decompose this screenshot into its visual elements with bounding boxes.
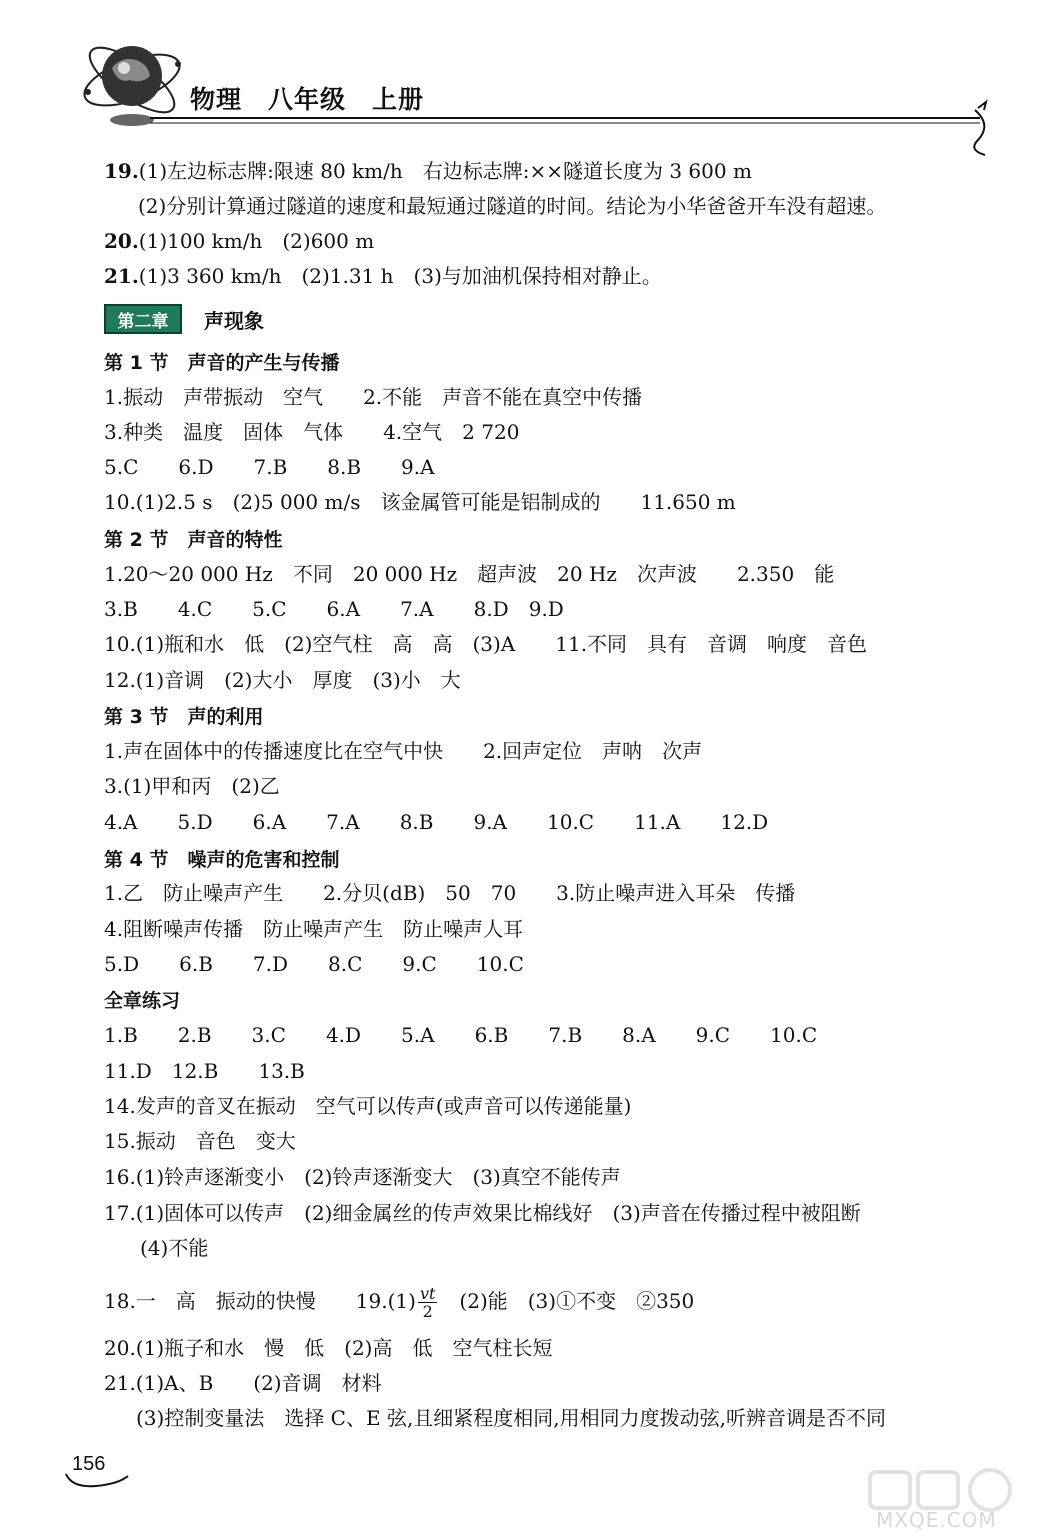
answer-row: 4.A 5.D 6.A 7.A 8.B 9.A 10.C 11.A 12.D xyxy=(104,810,769,834)
section-title: 全章练习 xyxy=(104,990,181,1012)
answer-row: 5.D 6.B 7.D 8.C 9.C 10.C xyxy=(104,952,524,976)
answer-row: 10.(1)瓶和水 低 (2)空气柱 高 高 (3)A 11.不同 具有 音调 响度 音色 xyxy=(104,632,868,656)
answer-row: (4)不能 xyxy=(120,1236,209,1260)
answer-row: 3.B 4.C 5.C 6.A 7.A 8.D 9.D xyxy=(104,597,564,621)
answer-row: 12.(1)音调 (2)大小 厚度 (3)小 大 xyxy=(104,668,461,692)
answer-row: 3.(1)甲和丙 (2)乙 xyxy=(104,774,280,798)
answer-row: 15.振动 音色 变大 xyxy=(104,1129,296,1153)
answer-row: 20.(1)瓶子和水 慢 低 (2)高 低 空气柱长短 xyxy=(104,1336,553,1360)
watermark-text: MXQE.COM xyxy=(876,1508,997,1532)
section-title: 第 3 节 声的利用 xyxy=(104,706,264,728)
answer-row: 1.20～20 000 Hz 不同 20 000 Hz 超声波 20 Hz 次声波 2.350 能 xyxy=(104,562,835,586)
answer-line-20: 20.(1)100 km/h (2)600 m xyxy=(104,229,375,253)
answer-row: 14.发声的音叉在振动 空气可以传声(或声音可以传递能量) xyxy=(104,1094,632,1118)
section-title: 第 4 节 噪声的危害和控制 xyxy=(104,849,340,871)
answer-line-19b: (2)分别计算通过隧道的速度和最短通过隧道的时间。结论为小华爸爸开车没有超速。 xyxy=(138,194,887,218)
answer-row: (3)控制变量法 选择 C、E 弦,且细紧程度相同,用相同力度拨动弦,听辨音调是否不同 xyxy=(116,1406,887,1430)
chapter-title: 声现象 xyxy=(204,308,264,333)
fraction-vt-over-2: $\frac{vt}{2}$ xyxy=(419,1284,436,1321)
header-rule xyxy=(0,0,1045,160)
answer-row: 16.(1)铃声逐渐变小 (2)铃声逐渐变大 (3)真空不能传声 xyxy=(104,1165,621,1189)
chapter-badge: 第二章 xyxy=(104,304,182,334)
page-number: 156 xyxy=(72,1453,106,1475)
section-title: 第 2 节 声音的特性 xyxy=(104,529,283,551)
answer-row: 11.D 12.B 13.B xyxy=(104,1059,305,1083)
answer-row: 21.(1)A、B (2)音调 材料 xyxy=(104,1371,382,1395)
answer-row: 5.C 6.D 7.B 8.B 9.A xyxy=(104,455,435,479)
answer-row: 10.(1)2.5 s (2)5 000 m/s 该金属管可能是铝制成的 11.650 m xyxy=(104,490,736,514)
section-title: 第 1 节 声音的产生与传播 xyxy=(104,352,340,374)
answer-row-18-19: 18.一 高 振动的快慢 19.(1) $\frac{vt}{2}$ (2)能 (3)①不变 ②350 xyxy=(104,1284,695,1321)
answer-row: 3.种类 温度 固体 气体 4.空气 2 720 xyxy=(104,420,520,444)
book-title: 物理 八年级 上册 xyxy=(190,85,425,114)
answer-line-19a: 19.(1)左边标志牌:限速 80 km/h 右边标志牌:××隧道长度为 3 600 m xyxy=(104,159,752,183)
answer-row: 1.B 2.B 3.C 4.D 5.A 6.B 7.B 8.A 9.C 10.C xyxy=(104,1023,818,1047)
page-header xyxy=(0,0,1045,150)
answer-row: 1.振动 声带振动 空气 2.不能 声音不能在真空中传播 xyxy=(104,385,643,409)
chapter-heading xyxy=(104,304,264,334)
answer-row: 17.(1)固体可以传声 (2)细金属丝的传声效果比棉线好 (3)声音在传播过程中被阻断 xyxy=(104,1201,861,1225)
answer-row: 1.乙 防止噪声产生 2.分贝(dB) 50 70 3.防止噪声进入耳朵 传播 xyxy=(104,881,796,905)
answer-row: 4.阻断噪声传播 防止噪声产生 防止噪声人耳 xyxy=(104,917,524,941)
answer-line-21: 21.(1)3 360 km/h (2)1.31 h (3)与加油机保持相对静止。 xyxy=(104,264,662,288)
answer-row: 1.声在固体中的传播速度比在空气中快 2.回声定位 声呐 次声 xyxy=(104,739,703,763)
